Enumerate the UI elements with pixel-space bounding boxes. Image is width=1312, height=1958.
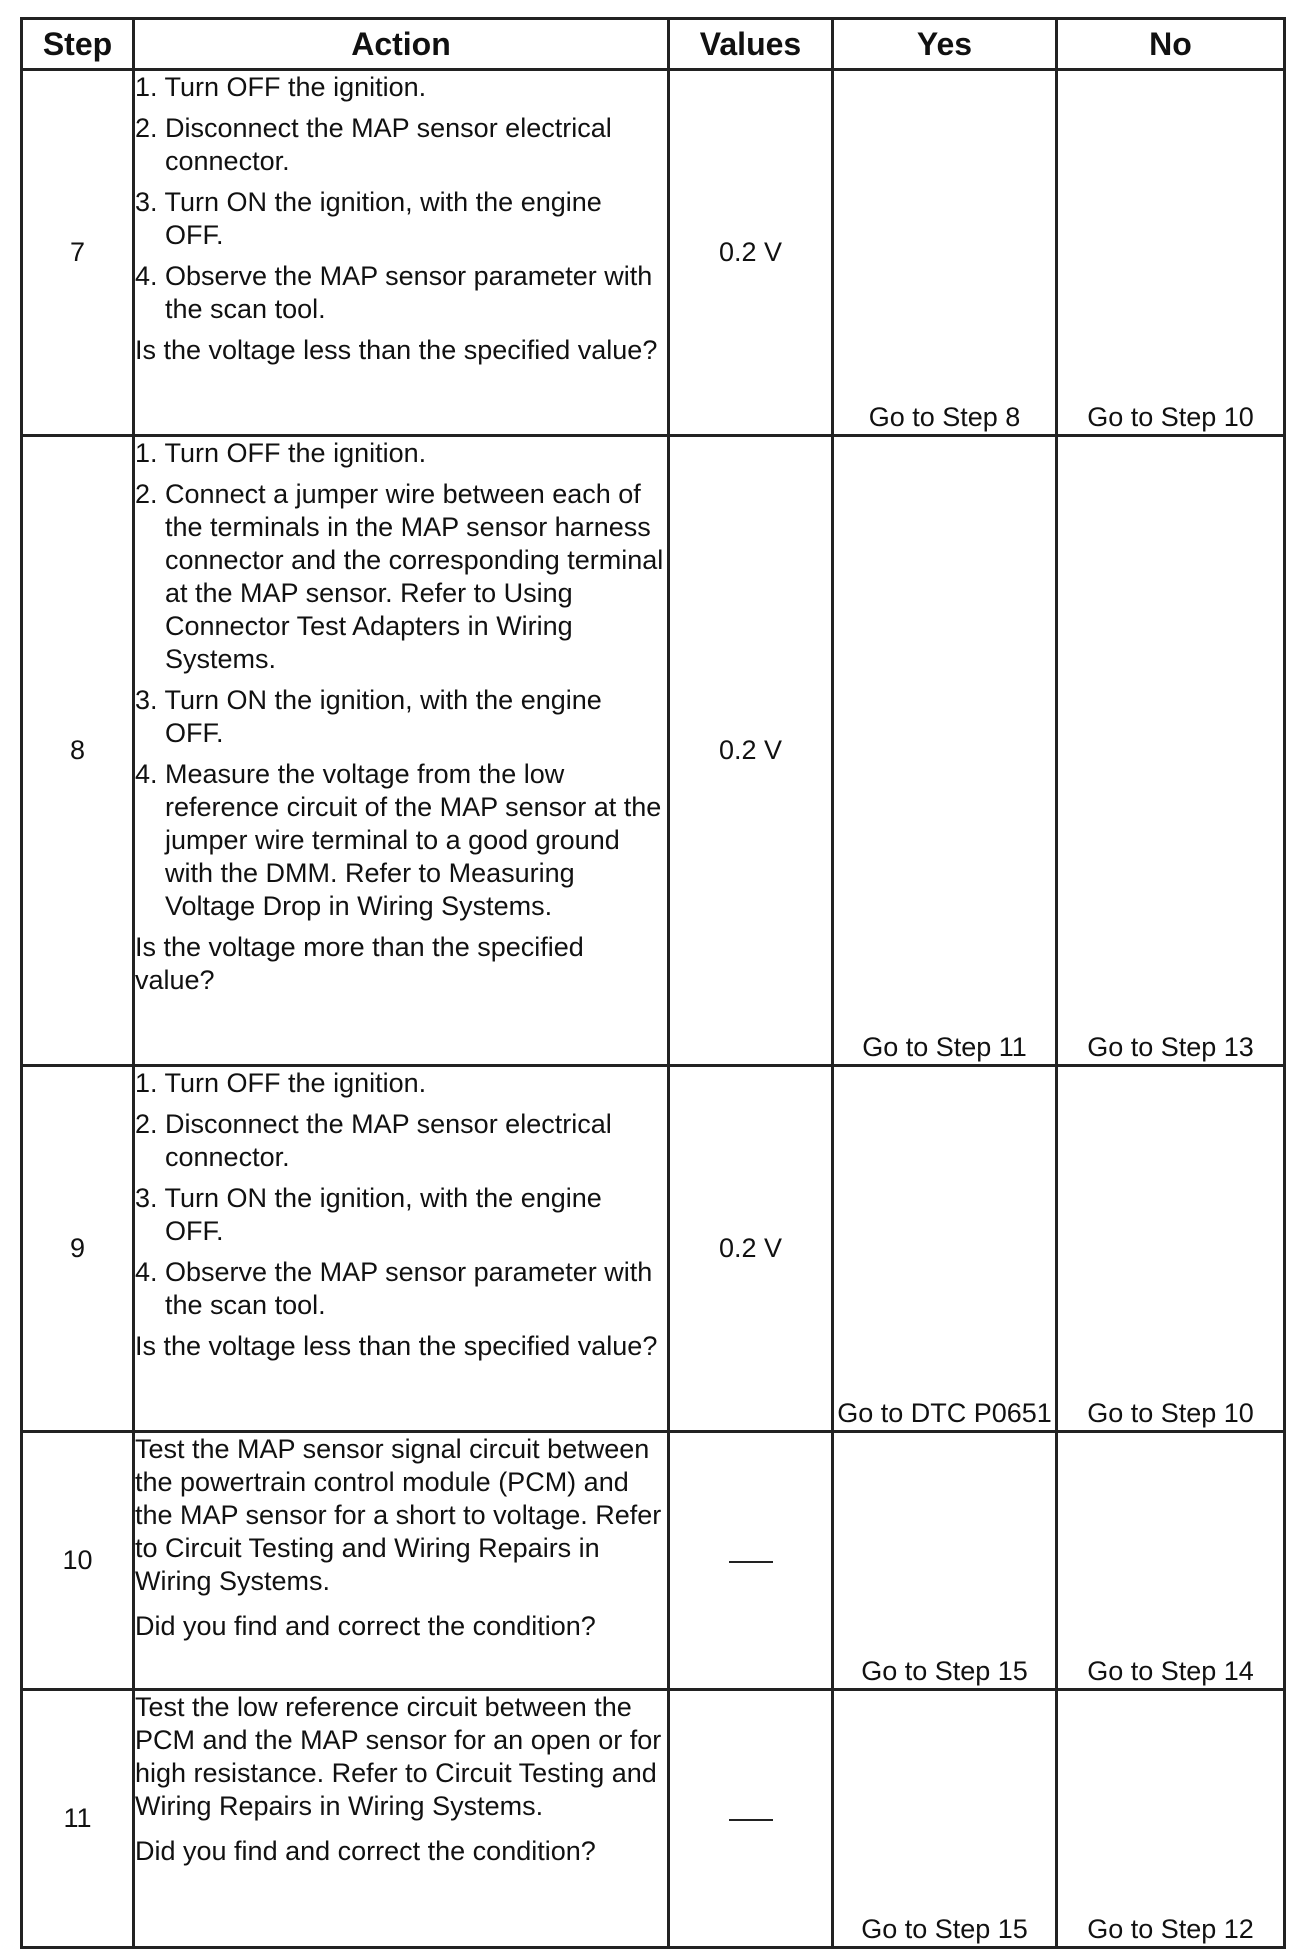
action-cell xyxy=(134,436,669,1066)
value-cell: 0.2 V xyxy=(669,70,833,436)
step-number: 11 xyxy=(22,1690,134,1948)
value-cell: 0.2 V xyxy=(669,436,833,1066)
header-yes: Yes xyxy=(833,19,1057,70)
yes-cell: Go to Step 11 xyxy=(833,436,1057,1066)
action-question: Did you find and correct the condition? xyxy=(135,1836,596,1866)
action-cell xyxy=(134,70,669,436)
action-text: Test the MAP sensor signal circuit between the powertrain control module (PCM) and the MAP sensor for a short to voltage. Refer to Circuit Testing and Wiring Repairs in Wiring Systems. xyxy=(135,1434,662,1596)
action-step: 2. Disconnect the MAP sensor electrical connector. xyxy=(135,1109,612,1172)
action-step: 4. Measure the voltage from the low reference circuit of the MAP sensor at the jumper wire terminal to a good ground with the DMM. Refer to Measuring Voltage Drop in Wiring Systems. xyxy=(135,759,662,921)
diagnostic-table xyxy=(20,17,1286,1949)
step-number: 10 xyxy=(22,1432,134,1690)
action-cell xyxy=(134,1432,669,1690)
action-question: Is the voltage less than the specified value? xyxy=(135,335,658,365)
no-value-dash xyxy=(729,1819,773,1821)
action-step: 4. Observe the MAP sensor parameter with the scan tool. xyxy=(135,261,653,324)
action-steps xyxy=(135,71,667,326)
value-cell: 0.2 V xyxy=(669,1066,833,1432)
step-number: 8 xyxy=(22,436,134,1066)
no-value-dash xyxy=(729,1561,773,1563)
action-step: 1. Turn OFF the ignition. xyxy=(135,72,427,102)
no-cell: Go to Step 10 xyxy=(1057,70,1285,436)
yes-cell: Go to Step 8 xyxy=(833,70,1057,436)
table-row xyxy=(22,436,1285,1066)
no-cell: Go to Step 14 xyxy=(1057,1432,1285,1690)
header-values: Values xyxy=(669,19,833,70)
action-step: 4. Observe the MAP sensor parameter with the scan tool. xyxy=(135,1257,653,1320)
action-step: 2. Connect a jumper wire between each of the terminals in the MAP sensor harness connector and the corresponding terminal at the MAP sensor. Refer to Using Connector Test Adapters in Wiring Systems. xyxy=(135,479,664,674)
header-step: Step xyxy=(22,19,134,70)
action-step: 1. Turn OFF the ignition. xyxy=(135,438,427,468)
no-cell: Go to Step 10 xyxy=(1057,1066,1285,1432)
action-steps xyxy=(135,1067,667,1322)
action-steps xyxy=(135,437,667,923)
action-cell xyxy=(134,1690,669,1948)
action-step: 3. Turn ON the ignition, with the engine OFF. xyxy=(135,1183,602,1246)
action-step: 3. Turn ON the ignition, with the engine OFF. xyxy=(135,187,602,250)
step-number: 9 xyxy=(22,1066,134,1432)
action-text: Test the low reference circuit between the PCM and the MAP sensor for an open or for high resistance. Refer to Circuit Testing and Wiring Repairs in Wiring Systems. xyxy=(135,1692,662,1821)
action-question: Is the voltage less than the specified value? xyxy=(135,1331,658,1361)
header-no: No xyxy=(1057,19,1285,70)
action-step: 3. Turn ON the ignition, with the engine OFF. xyxy=(135,685,602,748)
header-row xyxy=(22,19,1285,70)
action-question: Is the voltage more than the specified value? xyxy=(135,932,584,995)
yes-cell: Go to Step 15 xyxy=(833,1690,1057,1948)
action-question: Did you find and correct the condition? xyxy=(135,1611,596,1641)
no-cell: Go to Step 12 xyxy=(1057,1690,1285,1948)
table-row xyxy=(22,1690,1285,1948)
table-row xyxy=(22,1432,1285,1690)
value-cell xyxy=(669,1690,833,1948)
no-cell: Go to Step 13 xyxy=(1057,436,1285,1066)
action-step: 2. Disconnect the MAP sensor electrical connector. xyxy=(135,113,612,176)
yes-cell: Go to Step 15 xyxy=(833,1432,1057,1690)
value-cell xyxy=(669,1432,833,1690)
table-row xyxy=(22,70,1285,436)
table-row xyxy=(22,1066,1285,1432)
header-action: Action xyxy=(134,19,669,70)
yes-cell: Go to DTC P0651 xyxy=(833,1066,1057,1432)
action-step: 1. Turn OFF the ignition. xyxy=(135,1068,427,1098)
action-cell xyxy=(134,1066,669,1432)
step-number: 7 xyxy=(22,70,134,436)
